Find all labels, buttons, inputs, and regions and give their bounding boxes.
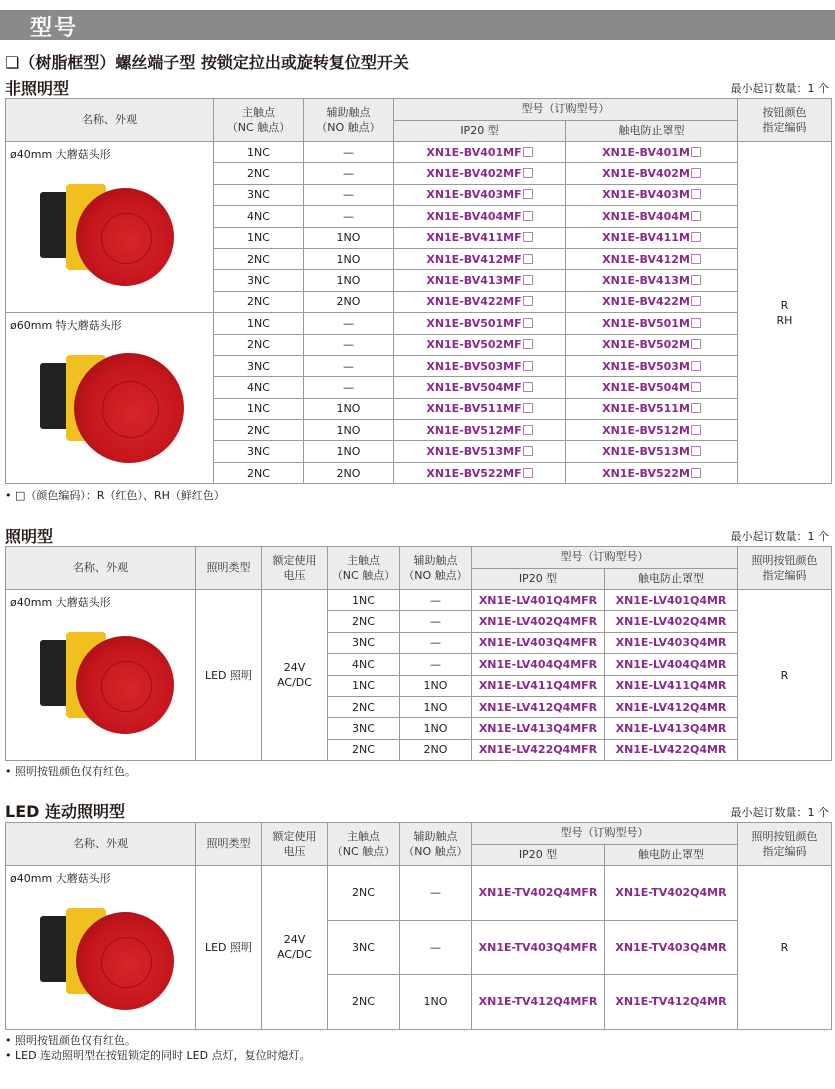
color-code-box-icon (523, 382, 533, 392)
product-name-cell (6, 590, 196, 761)
model-number: XN1E-TV402Q4MR (615, 886, 727, 900)
no-cell: 2NO (400, 739, 472, 760)
table-illuminated (5, 546, 832, 761)
model-cell (566, 142, 738, 163)
mushroom-button-image (36, 618, 176, 746)
table-non-illuminated (5, 98, 832, 484)
model-cell (566, 420, 738, 441)
color-code-box-icon (523, 425, 533, 435)
color-code-box-icon (523, 211, 533, 221)
no-cell: — (400, 611, 472, 632)
color-code-cell: R (738, 866, 832, 1030)
color-code-box-icon (691, 339, 701, 349)
model-cell (605, 975, 738, 1030)
red-mushroom-cap-image (76, 636, 174, 734)
voltage-cell: 24V AC/DC (262, 590, 328, 761)
banner-title: 型号 (30, 16, 79, 41)
model-number: XN1E-LV422Q4MR (615, 743, 727, 757)
subtitle: ❏（树脂框型）螺丝端子型 按锁定拉出或旋转复位型开关 (5, 53, 409, 72)
model-number: XN1E-LV412Q4MR (615, 700, 727, 714)
model-number: XN1E-LV402Q4MFR (478, 615, 598, 629)
model-number: XN1E-BV512M (602, 423, 690, 437)
nc-cell: 2NC (328, 739, 400, 760)
model-cell (472, 611, 605, 632)
model-cell (472, 696, 605, 717)
cap-ring-image (101, 213, 152, 264)
col-volt: 额定使用 电压 (262, 547, 328, 590)
color-code-box-icon (691, 468, 701, 478)
model-cell (566, 270, 738, 291)
nc-cell: 4NC (214, 377, 304, 398)
color-code-box-icon (523, 275, 533, 285)
color-code-cell: R (738, 590, 832, 761)
col-ip20: IP20 型 (472, 568, 605, 590)
model-cell (394, 377, 566, 398)
section-title-illuminated: 照明型 (5, 527, 54, 546)
model-number: XN1E-BV413MF (426, 274, 522, 288)
note-red-only: • 照明按钮颜色仅有红色。 (5, 765, 136, 778)
color-code-box-icon (523, 403, 533, 413)
model-number: XN1E-LV411Q4MR (615, 679, 727, 693)
model-cell (472, 632, 605, 653)
no-cell: — (304, 206, 394, 227)
col-name: 名称、外观 (6, 823, 196, 866)
model-number: XN1E-LV404Q4MFR (478, 657, 598, 671)
model-number: XN1E-LV401Q4MFR (478, 593, 598, 607)
nc-cell: 2NC (214, 248, 304, 269)
col-volt: 额定使用 电压 (262, 823, 328, 866)
model-number: XN1E-BV522MF (426, 466, 522, 480)
model-number: XN1E-TV412Q4MR (615, 995, 727, 1009)
model-cell (566, 377, 738, 398)
color-code-box-icon (691, 446, 701, 456)
col-model: 型号（订购型号） (472, 823, 738, 845)
no-cell: 1NO (400, 675, 472, 696)
model-cell (394, 355, 566, 376)
note-color-code: • □（颜色编码）：R（红色）、RH（鲜红色） (5, 489, 225, 502)
nc-cell: 2NC (328, 611, 400, 632)
note-led-linked: • LED 连动照明型在按钮锁定的同时 LED 点灯，复位时熄灯。 (5, 1049, 311, 1062)
model-number: XN1E-BV513MF (426, 445, 522, 459)
model-cell (566, 248, 738, 269)
model-cell (605, 654, 738, 675)
no-cell: 1NO (304, 398, 394, 419)
table-row (6, 142, 832, 163)
nc-cell: 3NC (214, 270, 304, 291)
model-number: XN1E-LV413Q4MR (615, 722, 727, 736)
no-cell: — (304, 184, 394, 205)
model-number: XN1E-BV422MF (426, 295, 522, 309)
no-cell: 1NO (304, 270, 394, 291)
model-cell (566, 398, 738, 419)
model-number: XN1E-LV412Q4MFR (478, 700, 598, 714)
col-touch: 触电防止罩型 (566, 120, 738, 142)
model-number: XN1E-BV412M (602, 252, 690, 266)
color-code-box-icon (691, 318, 701, 328)
nc-cell: 3NC (328, 718, 400, 739)
no-cell: — (304, 142, 394, 163)
moq-note: 最小起订数量：1 个 (730, 806, 829, 819)
col-nc: 主触点 （NC 触点） (328, 823, 400, 866)
mushroom-button-image (36, 170, 176, 298)
red-mushroom-cap-image (76, 912, 174, 1010)
model-cell (394, 398, 566, 419)
nc-cell: 4NC (214, 206, 304, 227)
nc-cell: 3NC (328, 632, 400, 653)
nc-cell: 1NC (328, 675, 400, 696)
color-code-box-icon (691, 275, 701, 285)
model-number: XN1E-BV412MF (426, 252, 522, 266)
nc-cell: 4NC (328, 654, 400, 675)
nc-cell: 1NC (214, 142, 304, 163)
col-name: 名称、外观 (6, 99, 214, 142)
model-number: XN1E-LV403Q4MFR (478, 636, 598, 650)
model-cell (394, 420, 566, 441)
table-row (6, 866, 832, 921)
section-title-non-illuminated: 非照明型 (5, 79, 70, 98)
color-code-box-icon (523, 361, 533, 371)
model-cell (566, 227, 738, 248)
product-name: ø40mm 大蘑菇头形 (10, 148, 111, 161)
col-no: 辅助触点 （NO 触点） (304, 99, 394, 142)
model-cell (605, 632, 738, 653)
model-number: XN1E-BV411MF (426, 231, 522, 245)
nc-cell: 2NC (214, 420, 304, 441)
model-cell (394, 163, 566, 184)
nc-cell: 1NC (214, 313, 304, 334)
model-cell (605, 718, 738, 739)
color-code-box-icon (523, 446, 533, 456)
table-led-linked (5, 822, 832, 1030)
no-cell: — (304, 334, 394, 355)
model-cell (394, 142, 566, 163)
model-cell (472, 920, 605, 975)
model-cell (566, 184, 738, 205)
nc-cell: 2NC (328, 975, 400, 1030)
model-number: XN1E-BV511MF (426, 402, 522, 416)
no-cell: — (304, 377, 394, 398)
col-ip20: IP20 型 (394, 120, 566, 142)
model-number: XN1E-TV403Q4MFR (478, 940, 598, 954)
model-cell (394, 291, 566, 312)
model-number: XN1E-BV402MF (426, 167, 522, 181)
model-number: XN1E-LV411Q4MFR (478, 679, 598, 693)
no-cell: 1NO (400, 696, 472, 717)
model-cell (394, 313, 566, 334)
model-number: XN1E-BV513M (602, 445, 690, 459)
product-name: ø60mm 特大蘑菇头形 (10, 319, 122, 333)
cap-ring-image (101, 937, 152, 988)
model-cell (394, 227, 566, 248)
moq-note: 最小起订数量：1 个 (730, 82, 829, 95)
color-code-box-icon (691, 211, 701, 221)
model-cell (566, 334, 738, 355)
product-name: ø40mm 大蘑菇头形 (10, 872, 111, 885)
no-cell: 1NO (304, 248, 394, 269)
model-cell (472, 866, 605, 921)
model-number: XN1E-BV512MF (426, 423, 522, 437)
col-no: 辅助触点 （NO 触点） (400, 547, 472, 590)
model-number: XN1E-BV403MF (426, 188, 522, 202)
model-cell (394, 270, 566, 291)
no-cell: — (400, 590, 472, 611)
model-cell (472, 718, 605, 739)
model-number: XN1E-BV501MF (426, 316, 522, 330)
voltage-cell: 24V AC/DC (262, 866, 328, 1030)
model-number: XN1E-BV503MF (426, 359, 522, 373)
model-number: XN1E-LV402Q4MR (615, 615, 727, 629)
section-title-led-linked: LED 连动照明型 (5, 802, 125, 821)
no-cell: — (400, 866, 472, 921)
color-code-box-icon (523, 232, 533, 242)
col-no: 辅助触点 （NO 触点） (400, 823, 472, 866)
light-type-cell: LED 照明 (196, 866, 262, 1030)
model-number: XN1E-TV403Q4MR (615, 940, 727, 954)
model-number: XN1E-BV404MF (426, 209, 522, 223)
col-model: 型号（订购型号） (394, 99, 738, 121)
nc-cell: 3NC (214, 184, 304, 205)
no-cell: 1NO (304, 420, 394, 441)
color-code-box-icon (523, 168, 533, 178)
model-number: XN1E-BV404M (602, 209, 690, 223)
moq-note: 最小起订数量：1 个 (730, 530, 829, 543)
color-code-box-icon (523, 468, 533, 478)
red-mushroom-cap-image (76, 188, 174, 286)
model-number: XN1E-BV422M (602, 295, 690, 309)
model-number: XN1E-LV401Q4MR (615, 593, 727, 607)
col-light: 照明类型 (196, 823, 262, 866)
section-banner (0, 10, 835, 40)
col-light: 照明类型 (196, 547, 262, 590)
model-cell (566, 163, 738, 184)
col-color: 照明按钮颜色 指定编码 (738, 823, 832, 866)
nc-cell: 2NC (214, 291, 304, 312)
model-number: XN1E-BV402M (602, 167, 690, 181)
col-nc: 主触点 （NC 触点） (328, 547, 400, 590)
no-cell: — (304, 163, 394, 184)
color-code-cell: R RH (738, 142, 832, 484)
color-code-box-icon (691, 232, 701, 242)
no-cell: — (400, 920, 472, 975)
model-number: XN1E-BV511M (602, 402, 690, 416)
color-code-box-icon (691, 254, 701, 264)
model-number: XN1E-BV502MF (426, 338, 522, 352)
model-cell (394, 441, 566, 462)
model-number: XN1E-BV501M (602, 316, 690, 330)
no-cell: — (304, 313, 394, 334)
model-cell (472, 675, 605, 696)
color-code-box-icon (523, 147, 533, 157)
color-code-box-icon (523, 296, 533, 306)
col-touch: 触电防止罩型 (605, 568, 738, 590)
product-name-cell (6, 142, 214, 313)
model-cell (394, 184, 566, 205)
nc-cell: 2NC (328, 696, 400, 717)
color-code-box-icon (691, 382, 701, 392)
no-cell: 2NO (304, 291, 394, 312)
model-cell (472, 739, 605, 760)
nc-cell: 2NC (214, 163, 304, 184)
model-cell (566, 313, 738, 334)
color-code-box-icon (691, 296, 701, 306)
nc-cell: 1NC (214, 398, 304, 419)
model-cell (605, 675, 738, 696)
model-cell (472, 654, 605, 675)
no-cell: 1NO (400, 975, 472, 1030)
col-color: 按钮颜色 指定编码 (738, 99, 832, 142)
model-number: XN1E-BV403M (602, 188, 690, 202)
table-row (6, 590, 832, 611)
model-number: XN1E-BV401M (602, 145, 690, 159)
model-number: XN1E-BV411M (602, 231, 690, 245)
col-name: 名称、外观 (6, 547, 196, 590)
nc-cell: 3NC (214, 355, 304, 376)
nc-cell: 2NC (214, 462, 304, 483)
model-number: XN1E-LV413Q4MFR (478, 722, 598, 736)
mushroom-button-image (36, 894, 176, 1022)
no-cell: 2NO (304, 462, 394, 483)
model-cell (605, 739, 738, 760)
color-code-box-icon (523, 254, 533, 264)
col-nc: 主触点 （NC 触点） (214, 99, 304, 142)
model-cell (605, 696, 738, 717)
model-number: XN1E-BV504M (602, 380, 690, 394)
model-number: XN1E-LV403Q4MR (615, 636, 727, 650)
model-cell (566, 291, 738, 312)
cap-ring-image (102, 381, 159, 438)
color-code-box-icon (691, 361, 701, 371)
col-color: 照明按钮颜色 指定编码 (738, 547, 832, 590)
model-cell (566, 441, 738, 462)
table-row (6, 313, 832, 334)
color-code-box-icon (523, 189, 533, 199)
model-number: XN1E-BV502M (602, 338, 690, 352)
model-number: XN1E-TV412Q4MFR (478, 995, 598, 1009)
nc-cell: 2NC (214, 334, 304, 355)
model-cell (566, 462, 738, 483)
note-red-only: • 照明按钮颜色仅有红色。 (5, 1034, 136, 1047)
color-code-box-icon (691, 189, 701, 199)
nc-cell: 3NC (328, 920, 400, 975)
color-code-box-icon (691, 403, 701, 413)
cap-ring-image (101, 661, 152, 712)
model-cell (472, 590, 605, 611)
model-cell (394, 248, 566, 269)
model-cell (605, 920, 738, 975)
color-code-box-icon (523, 318, 533, 328)
no-cell: — (400, 632, 472, 653)
no-cell: 1NO (304, 441, 394, 462)
model-number: XN1E-BV503M (602, 359, 690, 373)
col-model: 型号（订购型号） (472, 547, 738, 569)
model-cell (394, 206, 566, 227)
model-number: XN1E-BV413M (602, 274, 690, 288)
model-cell (566, 206, 738, 227)
model-cell (605, 590, 738, 611)
nc-cell: 1NC (328, 590, 400, 611)
model-number: XN1E-LV404Q4MR (615, 657, 727, 671)
no-cell: 1NO (400, 718, 472, 739)
no-cell: 1NO (304, 227, 394, 248)
no-cell: — (304, 355, 394, 376)
model-cell (605, 611, 738, 632)
product-name: ø40mm 大蘑菇头形 (10, 596, 111, 609)
nc-cell: 2NC (328, 866, 400, 921)
model-number: XN1E-TV402Q4MFR (478, 886, 598, 900)
model-cell (605, 866, 738, 921)
product-name-cell (6, 866, 196, 1030)
col-touch: 触电防止罩型 (605, 844, 738, 866)
color-code-box-icon (523, 339, 533, 349)
red-mushroom-cap-image (74, 353, 184, 463)
model-number: XN1E-BV401MF (426, 145, 522, 159)
col-ip20: IP20 型 (472, 844, 605, 866)
light-type-cell: LED 照明 (196, 590, 262, 761)
model-cell (394, 462, 566, 483)
color-code-box-icon (691, 168, 701, 178)
model-cell (566, 355, 738, 376)
model-cell (394, 334, 566, 355)
nc-cell: 1NC (214, 227, 304, 248)
nc-cell: 3NC (214, 441, 304, 462)
model-number: XN1E-LV422Q4MFR (478, 743, 598, 757)
model-cell (472, 975, 605, 1030)
color-code-box-icon (691, 425, 701, 435)
product-name-cell (6, 313, 214, 484)
model-number: XN1E-BV522M (602, 466, 690, 480)
mushroom-button-image (36, 341, 186, 469)
model-number: XN1E-BV504MF (426, 380, 522, 394)
color-code-box-icon (691, 147, 701, 157)
no-cell: — (400, 654, 472, 675)
